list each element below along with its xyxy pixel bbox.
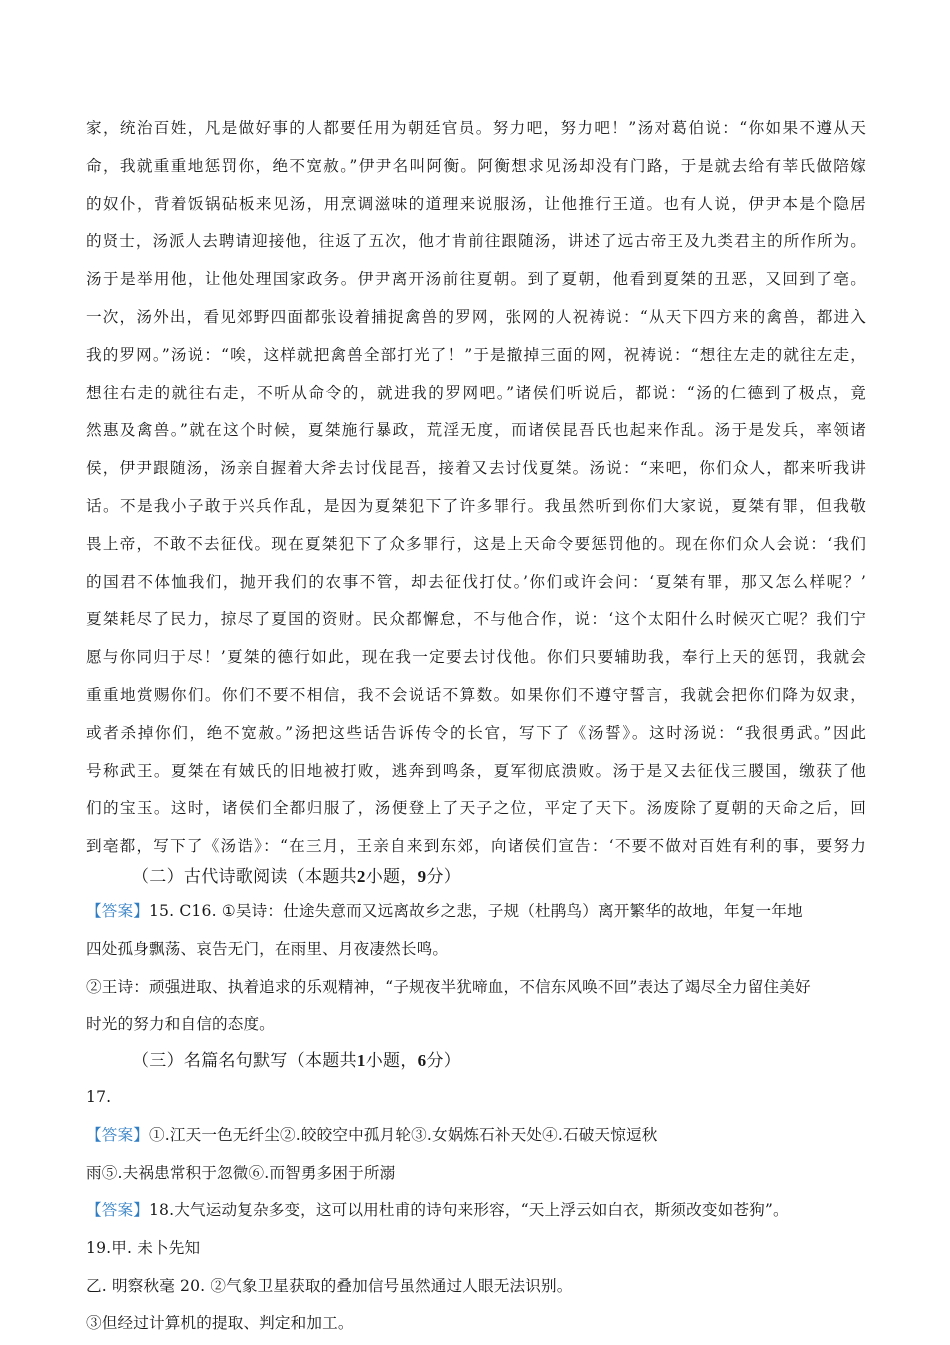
paragraph-line: 一次，汤外出，看见郊野四面都张设着捕捉禽兽的罗网，张网的人祝祷说：“从天下四方来的禽兽，都进入 xyxy=(86,307,866,326)
answer-tag: 【答案】 xyxy=(86,1201,149,1219)
heading-text: 分） xyxy=(426,1051,462,1071)
paragraph-line: 我的罗网。”汤说：“唉，这样就把禽兽全部打光了！”于是撤掉三面的网，祝祷说：“想往左走的就往左走， xyxy=(86,345,866,364)
heading-count: 2 xyxy=(356,867,366,886)
heading-score: 6 xyxy=(417,1051,427,1070)
paragraph-line: 家，统治百姓，凡是做好事的人都要任用为朝廷官员。努力吧，努力吧！”汤对葛伯说：“你如果不遵从天 xyxy=(86,119,866,137)
answer-line: 雨⑤.夫祸患常积于忽微⑥.而智勇多困于所溺 xyxy=(86,1163,396,1182)
paragraph-line: 命，我就重重地惩罚你，绝不宽赦。”伊尹名叫阿衡。阿衡想求见汤却没有门路，于是就去给有莘氏做陪嫁 xyxy=(86,156,866,175)
section-heading-dictation xyxy=(132,1046,461,1071)
paragraph-line: 想往右走的就往右走，不听从命令的，就进我的罗网吧。”诸侯们听说后，都说：“汤的仁德到了极点，竟 xyxy=(86,383,866,402)
paragraph-line: 夏桀耗尽了民力，掠尽了夏国的资财。民众都懈怠，不与他合作，说：‘这个太阳什么时候灭亡呢？我们宁 xyxy=(86,610,866,629)
answer-line: ②王诗：顽强进取、执着追求的乐观精神，“子规夜半犹啼血，不信东风唤不回”表达了竭尽全力留住美好 xyxy=(86,977,811,996)
paragraph-line: 的奴仆，背着饭锅砧板来见汤，用烹调滋味的道理来说服汤，让他推行王道。也有人说，伊尹本是个隐居 xyxy=(86,194,866,213)
translation-paragraph xyxy=(86,110,866,866)
heading-text: （二）古代诗歌阅读（本题共 xyxy=(132,867,357,887)
heading-text: 小题， xyxy=(365,867,418,887)
paragraph-line: 畏上帝，不敢不去征伐。现在夏桀犯下了众多罪行，这是上天命令要惩罚他的。现在你们众人会说：‘我们 xyxy=(86,534,866,553)
answer-line: 四处孤身飘荡、哀告无门，在雨里、月夜凄然长鸣。 xyxy=(86,939,449,958)
answer-reading xyxy=(86,1192,876,1343)
paragraph-line: 的国君不体恤我们，抛开我们的农事不管，却去征伐打仗。’你们或许会问：‘夏桀有罪，那又怎么样呢？’ xyxy=(86,572,866,591)
paragraph-line: 愿与你同归于尽！’夏桀的德行如此，现在我一定要去讨伐他。你们只要辅助我，奉行上天的惩罚，我就会 xyxy=(86,648,866,667)
answer-line: 时光的努力和自信的态度。 xyxy=(86,1015,275,1034)
heading-text: 分） xyxy=(426,867,462,887)
heading-text: 小题， xyxy=(365,1051,418,1071)
paragraph-line: 侯，伊尹跟随汤，汤亲自握着大斧去讨伐昆吾，接着又去讨伐夏桀。汤说：“来吧，你们众人，都来听我讲 xyxy=(86,459,866,478)
answer-line: 【答案】18.大气运动复杂多变，这可以用杜甫的诗句来形容，“天上浮云如白衣，斯须改变如苍狗”。 xyxy=(86,1201,789,1219)
answer-line: ③但经过计算机的提取、判定和加工。 xyxy=(86,1314,354,1333)
answer-tag: 【答案】 xyxy=(86,1125,149,1144)
answer-dictation xyxy=(86,1079,876,1192)
paragraph-line: 然惠及禽兽。”就在这个时候，夏桀施行暴政，荒淫无度，而诸侯昆吾氏也起来作乱。汤于是发兵，率领诸 xyxy=(86,421,866,440)
paragraph-line: 到亳都，写下了《汤诰》：“在三月，王亲自来到东郊，向诸侯们宣告：‘不要不做对百姓有利的事，要努力 xyxy=(86,837,866,856)
heading-score: 9 xyxy=(417,867,427,886)
paragraph-line: 号称武王。夏桀在有娀氏的旧地被打败，逃奔到鸣条，夏军彻底溃败。汤于是又去征伐三朡国，缴获了他 xyxy=(86,761,866,780)
paragraph-line: 们的宝玉。这时，诸侯们全都归服了，汤便登上了天子之位，平定了天下。汤废除了夏朝的天命之后，回 xyxy=(86,799,866,818)
paragraph-line: 重重地赏赐你们。你们不要不相信，我不会说话不算数。如果你们不遵守誓言，我就会把你们降为奴隶， xyxy=(86,685,866,704)
answer-line: 19.甲. 未卜先知 xyxy=(86,1238,201,1257)
heading-text: （三）名篇名句默写（本题共 xyxy=(132,1051,357,1071)
paragraph-line: 话。不是我小子敢于兴兵作乱，是因为夏桀犯下了许多罪行。我虽然听到你们大家说，夏桀有罪，但我敬 xyxy=(86,496,866,515)
paragraph-line: 汤于是举用他，让他处理国家政务。伊尹离开汤前往夏朝。到了夏朝，他看到夏桀的丑恶，又回到了亳。 xyxy=(86,270,866,289)
heading-count: 1 xyxy=(356,1051,366,1070)
section-heading-poetry xyxy=(132,862,461,887)
question-number: 17. xyxy=(86,1088,112,1106)
answer-line: 【答案】①.江天一色无纤尘②.皎皎空中孤月轮③.女娲炼石补天处④.石破天惊逗秋 xyxy=(86,1125,658,1144)
answer-tag: 【答案】 xyxy=(86,902,149,920)
paragraph-line: 的贤士，汤派人去聘请迎接他，往返了五次，他才肯前往跟随汤，讲述了远古帝王及九类君主的所作所为。 xyxy=(86,232,866,251)
paragraph-line: 或者杀掉你们，绝不宽赦。”汤把这些话告诉传令的长官，写下了《汤誓》。这时汤说：“我很勇武。”因此 xyxy=(86,723,866,742)
answer-line: 【答案】15. C16. ①吴诗：仕途失意而又远离故乡之悲，子规（杜鹃鸟）离开繁华的故地，年复一年地 xyxy=(86,902,803,920)
answer-poetry xyxy=(86,893,876,1044)
answer-line: 乙. 明察秋毫 20. ②气象卫星获取的叠加信号虽然通过人眼无法识别。 xyxy=(86,1276,573,1295)
